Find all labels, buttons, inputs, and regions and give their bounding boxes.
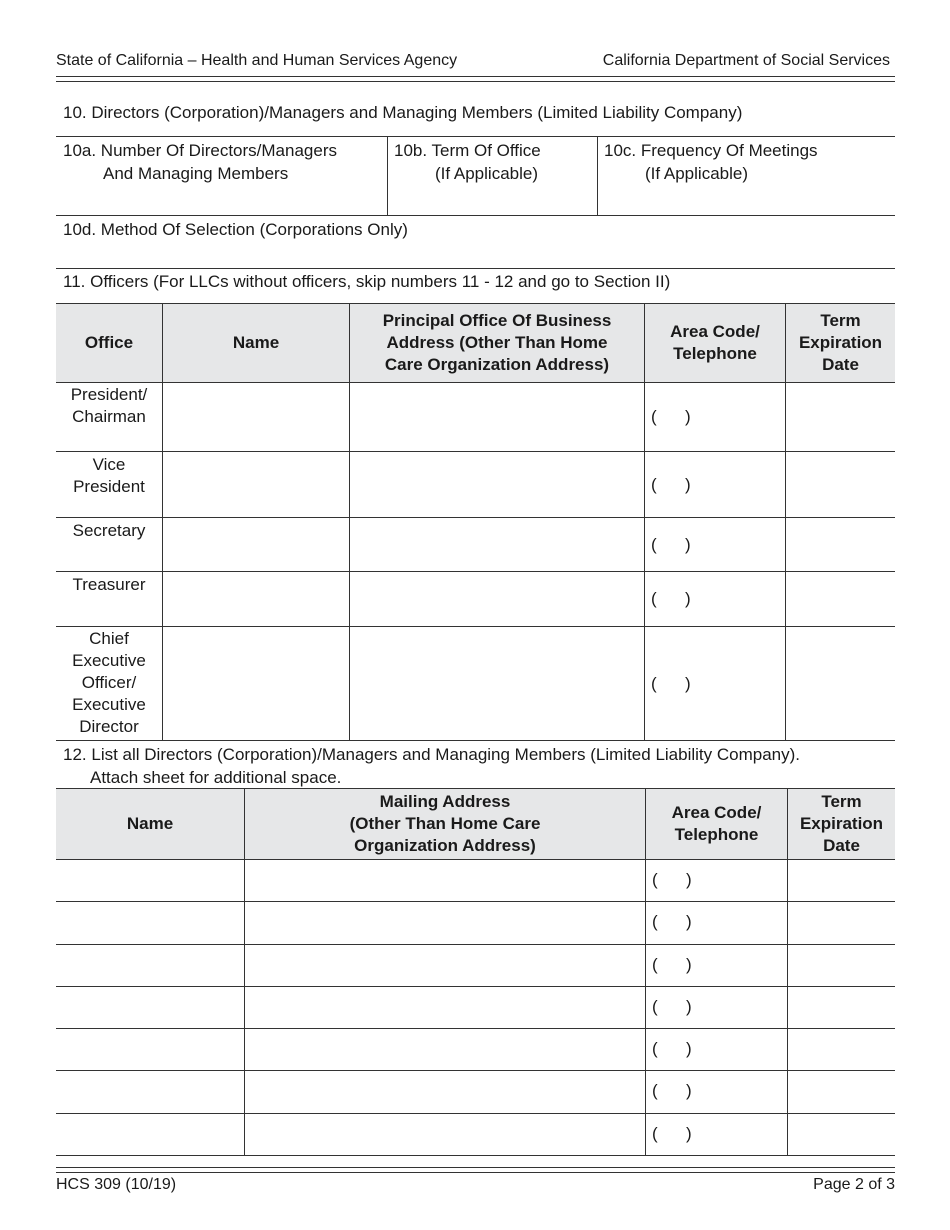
section-title-text: List all Directors (Corporation)/Managers and Managing Members (Limited Liability Company). [91, 745, 800, 764]
header-text: Area Code/ [670, 322, 760, 341]
footer-rule [56, 1167, 895, 1173]
director-5-address-input[interactable] [245, 1029, 645, 1070]
vice-president-name-input[interactable] [163, 452, 349, 517]
office-text: Chairman [72, 407, 146, 426]
header-text: Mailing Address [379, 792, 511, 811]
label-line: 10c. Frequency Of Meetings [604, 141, 818, 160]
director-7-phone-input[interactable]: ( ) [652, 1124, 692, 1143]
treasurer-term-input[interactable] [786, 572, 895, 626]
director-4-address-input[interactable] [245, 987, 645, 1028]
section-number: 12. [63, 745, 87, 764]
vice-president-term-input[interactable] [786, 452, 895, 517]
director-3-name-input[interactable] [56, 945, 244, 986]
director-6-phone-input[interactable]: ( ) [652, 1081, 692, 1100]
vice-president-address-input[interactable] [350, 452, 644, 517]
director-7-address-input[interactable] [245, 1114, 645, 1155]
col-header-telephone [645, 304, 785, 382]
section-title-text: Attach sheet for additional space. [90, 768, 342, 787]
field-10b-label [394, 139, 541, 185]
form-number: HCS 309 (10/19) [56, 1176, 177, 1193]
officer-row-vice-president-label [56, 454, 162, 498]
director-3-term-input[interactable] [788, 945, 895, 986]
header-text: Name [126, 814, 174, 833]
director-6-name-input[interactable] [56, 1071, 244, 1113]
office-text: Vice [92, 455, 126, 474]
officer-row-treasurer-label [56, 574, 162, 596]
col-header-office [56, 304, 162, 382]
ceo-address-input[interactable] [350, 627, 644, 740]
officer-row-president-label [56, 384, 162, 428]
header-text: Date [822, 355, 859, 374]
header-text: Office [84, 333, 134, 352]
field-10a-label [63, 139, 337, 185]
secretary-phone-input[interactable]: ( ) [651, 535, 691, 554]
divider [56, 136, 895, 137]
director-5-term-input[interactable] [788, 1029, 895, 1070]
office-text: Officer/ [81, 673, 137, 692]
director-6-address-input[interactable] [245, 1071, 645, 1113]
header-text: (Other Than Home Care [349, 814, 541, 833]
director-3-phone-input[interactable]: ( ) [652, 955, 692, 974]
ceo-name-input[interactable] [163, 627, 349, 740]
officer-row-secretary-label [56, 520, 162, 542]
header-text: Expiration [798, 333, 883, 352]
field-10c-input[interactable] [598, 188, 895, 214]
office-text: Secretary [72, 521, 146, 540]
label-line: (If Applicable) [645, 164, 748, 183]
divider [56, 268, 895, 269]
header-rule [56, 76, 895, 82]
page-number: Page 2 of 3 [813, 1176, 895, 1193]
header-text: Care Organization Address) [384, 355, 610, 374]
section-title-text: Directors (Corporation)/Managers and Managing Members (Limited Liability Company) [91, 103, 743, 122]
field-10b-input[interactable] [388, 188, 596, 214]
office-text: Treasurer [72, 575, 146, 594]
secretary-address-input[interactable] [350, 518, 644, 571]
header-text: Name [232, 333, 280, 352]
director-1-term-input[interactable] [788, 860, 895, 901]
treasurer-address-input[interactable] [350, 572, 644, 626]
header-text: Address (Other Than Home [386, 333, 608, 352]
col-header-director-name [56, 789, 244, 859]
ceo-phone-input[interactable]: ( ) [651, 674, 691, 693]
header-text: Term [821, 792, 862, 811]
header-text: Organization Address) [354, 836, 536, 855]
president-address-input[interactable] [350, 383, 644, 451]
header-text: Telephone [673, 344, 757, 363]
office-text: President/ [70, 385, 148, 404]
director-7-term-input[interactable] [788, 1114, 895, 1155]
president-term-input[interactable] [786, 383, 895, 451]
office-text: Director [79, 717, 139, 736]
header-text: Area Code/ [671, 803, 762, 822]
secretary-term-input[interactable] [786, 518, 895, 571]
office-text: President [73, 477, 145, 496]
director-4-name-input[interactable] [56, 987, 244, 1028]
col-header-business-address [350, 304, 644, 382]
field-10c-label [604, 139, 818, 185]
divider [56, 215, 895, 216]
col-header-mailing-address [245, 789, 645, 859]
director-2-phone-input[interactable]: ( ) [652, 912, 692, 931]
section-title-text: Officers (For LLCs without officers, skip numbers 11 - 12 and go to Section II) [90, 272, 671, 291]
field-10d-label: 10d. Method Of Selection (Corporations Only) [63, 220, 408, 239]
president-name-input[interactable] [163, 383, 349, 451]
ceo-term-input[interactable] [786, 627, 895, 740]
section-11-title [63, 270, 670, 293]
col-header-telephone [646, 789, 787, 859]
section-number: 11. [63, 272, 86, 291]
header-text: Principal Office Of Business [382, 311, 612, 330]
director-5-name-input[interactable] [56, 1029, 244, 1070]
director-1-phone-input[interactable]: ( ) [652, 870, 692, 889]
section-number: 10. [63, 103, 87, 122]
director-2-name-input[interactable] [56, 902, 244, 944]
director-2-term-input[interactable] [788, 902, 895, 944]
field-10a-input[interactable] [56, 188, 387, 214]
header-department: California Department of Social Services [602, 52, 890, 69]
divider [644, 304, 645, 740]
secretary-name-input[interactable] [163, 518, 349, 571]
director-1-name-input[interactable] [56, 860, 244, 901]
office-text: Chief [89, 629, 129, 648]
header-agency: State of California – Health and Human Services Agency [56, 52, 458, 69]
header-text: Term [820, 311, 861, 330]
label-line: And Managing Members [103, 164, 289, 183]
office-text: Executive [72, 651, 146, 670]
treasurer-name-input[interactable] [163, 572, 349, 626]
office-text: Executive [72, 695, 146, 714]
director-2-address-input[interactable] [245, 902, 645, 944]
label-line: (If Applicable) [435, 164, 538, 183]
director-1-address-input[interactable] [245, 860, 645, 901]
label-line: 10a. Number Of Directors/Managers [63, 141, 337, 160]
divider [645, 789, 646, 1155]
divider [56, 740, 895, 741]
director-4-term-input[interactable] [788, 987, 895, 1028]
divider [56, 1155, 895, 1156]
col-header-term-expiration [788, 789, 895, 859]
director-3-address-input[interactable] [245, 945, 645, 986]
director-5-phone-input[interactable]: ( ) [652, 1039, 692, 1058]
vice-president-phone-input[interactable]: ( ) [651, 475, 691, 494]
officer-row-ceo-label [56, 628, 162, 738]
section-12-title [63, 743, 800, 789]
director-4-phone-input[interactable]: ( ) [652, 997, 692, 1016]
label-line: 10b. Term Of Office [394, 141, 541, 160]
header-text: Telephone [674, 825, 759, 844]
treasurer-phone-input[interactable]: ( ) [651, 589, 691, 608]
section-10-title [63, 103, 742, 123]
col-header-name [163, 304, 349, 382]
header-text: Expiration [799, 814, 884, 833]
col-header-term-expiration [786, 304, 895, 382]
president-phone-input[interactable]: ( ) [651, 407, 691, 426]
field-10d-input[interactable] [56, 243, 895, 267]
director-7-name-input[interactable] [56, 1114, 244, 1155]
director-6-term-input[interactable] [788, 1071, 895, 1113]
header-text: Date [823, 836, 860, 855]
